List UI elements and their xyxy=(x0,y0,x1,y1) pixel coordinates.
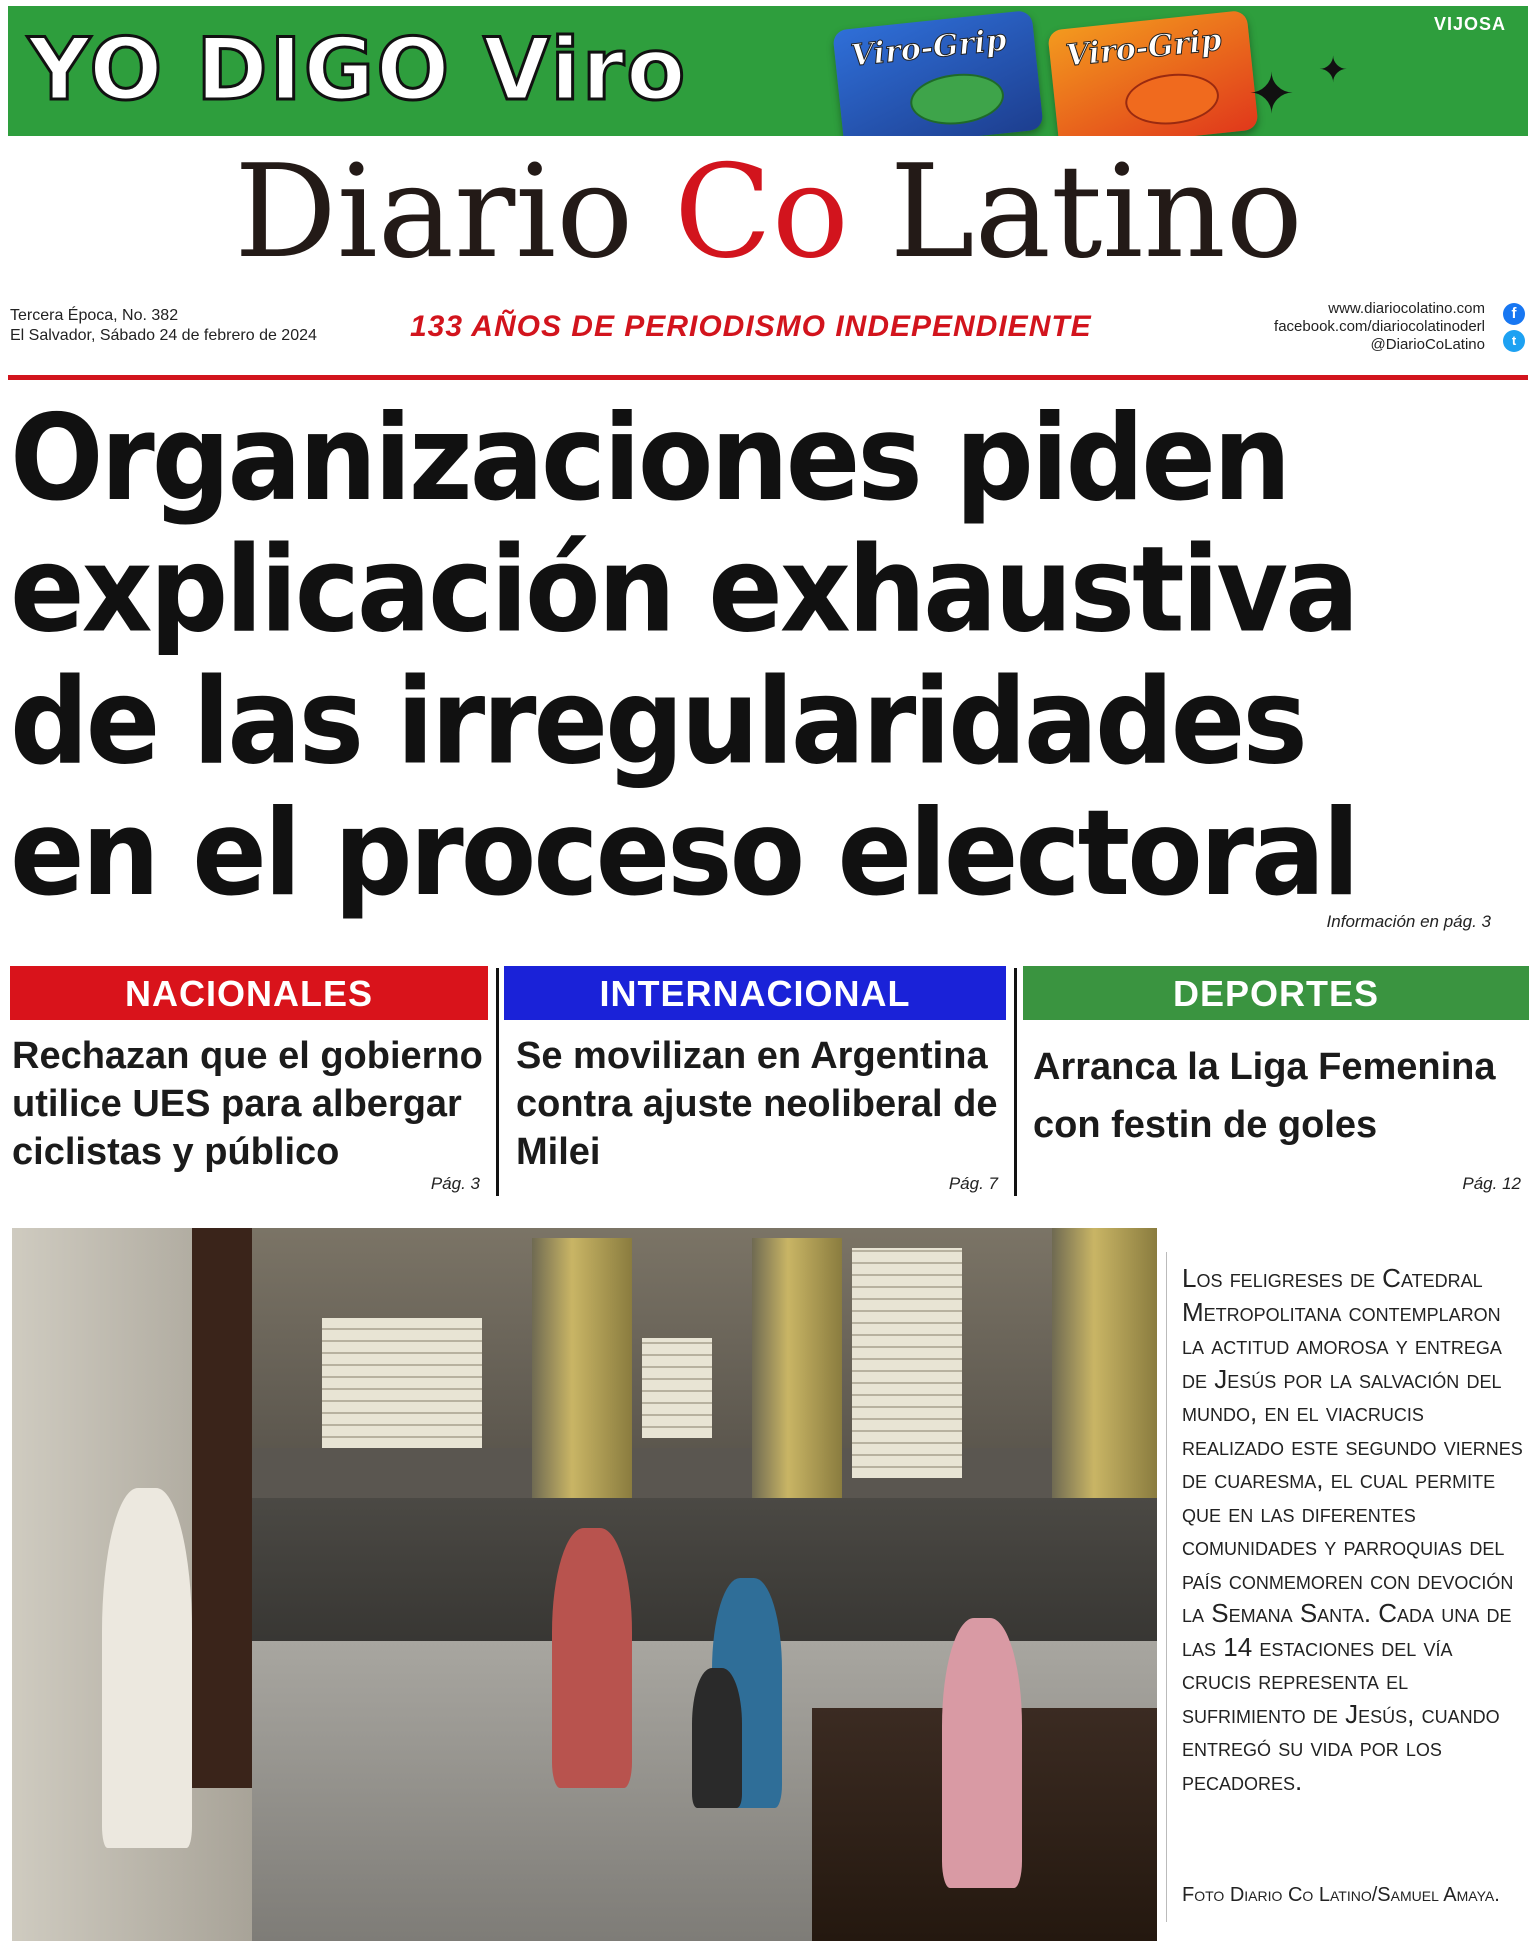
ad-slogan-text: YO DIGO xyxy=(28,20,452,120)
photo-pillar xyxy=(752,1238,842,1538)
capsule-image xyxy=(908,69,1007,129)
website-link[interactable]: www.diariocolatino.com xyxy=(1328,300,1485,317)
column-divider xyxy=(496,968,499,1196)
ad-slogan xyxy=(28,20,687,120)
photo-credit: Foto Diario Co Latino/Samuel Amaya. xyxy=(1182,1884,1500,1906)
masthead-word: Latino xyxy=(889,138,1303,287)
facebook-link[interactable]: facebook.com/diariocolatinoderl xyxy=(1274,318,1485,335)
column-divider xyxy=(1014,968,1017,1196)
issue-info xyxy=(10,306,317,346)
facebook-icon[interactable]: f xyxy=(1503,303,1525,325)
headline-line: Organizaciones piden xyxy=(10,388,1289,527)
product-package-orange xyxy=(1047,10,1258,136)
capsule-image xyxy=(1123,69,1222,129)
photo-kneeling-man xyxy=(552,1528,632,1788)
product-package-blue xyxy=(832,10,1043,136)
ad-slogan-brand: Viro xyxy=(483,20,688,120)
section-headline[interactable]: Rechazan que el gobierno utilice UES para albergar ciclistas y público xyxy=(12,1035,483,1173)
section-label: NACIONALES xyxy=(10,966,488,1020)
ad-brand-logo: VIJOSA xyxy=(1433,14,1506,34)
masthead-divider xyxy=(8,375,1528,380)
contact-info xyxy=(1274,300,1485,354)
photo-door xyxy=(192,1228,252,1788)
newspaper-masthead xyxy=(0,138,1537,298)
product-name: Viro-Grip xyxy=(849,22,1009,74)
headline-line: de las irregularidades xyxy=(10,652,1305,791)
photo-window xyxy=(642,1338,712,1438)
sparkle-icon: ✦ xyxy=(1318,49,1349,90)
masthead-word: Diario xyxy=(234,138,634,287)
product-name: Viro-Grip xyxy=(1064,22,1224,74)
tagline: 133 AÑOS DE PERIODISMO INDEPENDIENTE xyxy=(410,310,1092,343)
issue-number: Tercera Época, No. 382 xyxy=(10,307,179,324)
photo-child xyxy=(692,1668,742,1808)
cathedral-photo[interactable] xyxy=(12,1228,1157,1941)
sparkle-icon: ✦ xyxy=(1248,62,1295,125)
section-internacional[interactable] xyxy=(504,966,1006,1194)
photo-caption: Los feligreses de Catedral Metropolitana contemplaron la actitud amorosa y entrega de Jesús por la salvación del mundo, en el viacrucis realizado este segundo viernes de cuaresma, el cual permite que en las diferentes comunidades y parroquias del país conmemoren con devoción la Semana Santa. Cada una de las 14 estaciones del vía crucis representa el sufrimiento de Jesús, cuando entregó su vida por los pecadores. xyxy=(1182,1263,1523,1796)
section-deportes[interactable] xyxy=(1023,966,1529,1194)
twitter-link[interactable]: @DiarioCoLatino xyxy=(1370,336,1485,353)
advertisement-banner[interactable] xyxy=(8,6,1528,136)
issue-date: El Salvador, Sábado 24 de febrero de 2024 xyxy=(10,327,317,344)
headline-page-reference: Información en pág. 3 xyxy=(1326,912,1491,931)
headline-line: en el proceso electoral xyxy=(10,784,1357,923)
section-nacionales[interactable] xyxy=(10,966,488,1194)
section-headline[interactable]: Arranca la Liga Femenina con festin de goles xyxy=(1033,1046,1496,1146)
masthead-logo-co: Co xyxy=(673,138,849,287)
headline-line: explicación exhaustiva xyxy=(10,520,1357,659)
section-page-reference: Pág. 7 xyxy=(948,1174,998,1193)
section-label: INTERNACIONAL xyxy=(504,966,1006,1020)
section-label: DEPORTES xyxy=(1023,966,1529,1020)
photo-window xyxy=(852,1248,962,1478)
photo-priest xyxy=(102,1488,192,1848)
twitter-icon[interactable]: t xyxy=(1503,330,1525,352)
caption-rule xyxy=(1166,1252,1167,1922)
photo-window xyxy=(322,1318,482,1448)
section-page-reference: Pág. 12 xyxy=(1462,1174,1521,1193)
section-page-reference: Pág. 3 xyxy=(430,1174,480,1193)
section-headline[interactable]: Se movilizan en Argentina contra ajuste neoliberal de Milei xyxy=(516,1035,998,1173)
photo-kneeling-woman xyxy=(942,1618,1022,1888)
